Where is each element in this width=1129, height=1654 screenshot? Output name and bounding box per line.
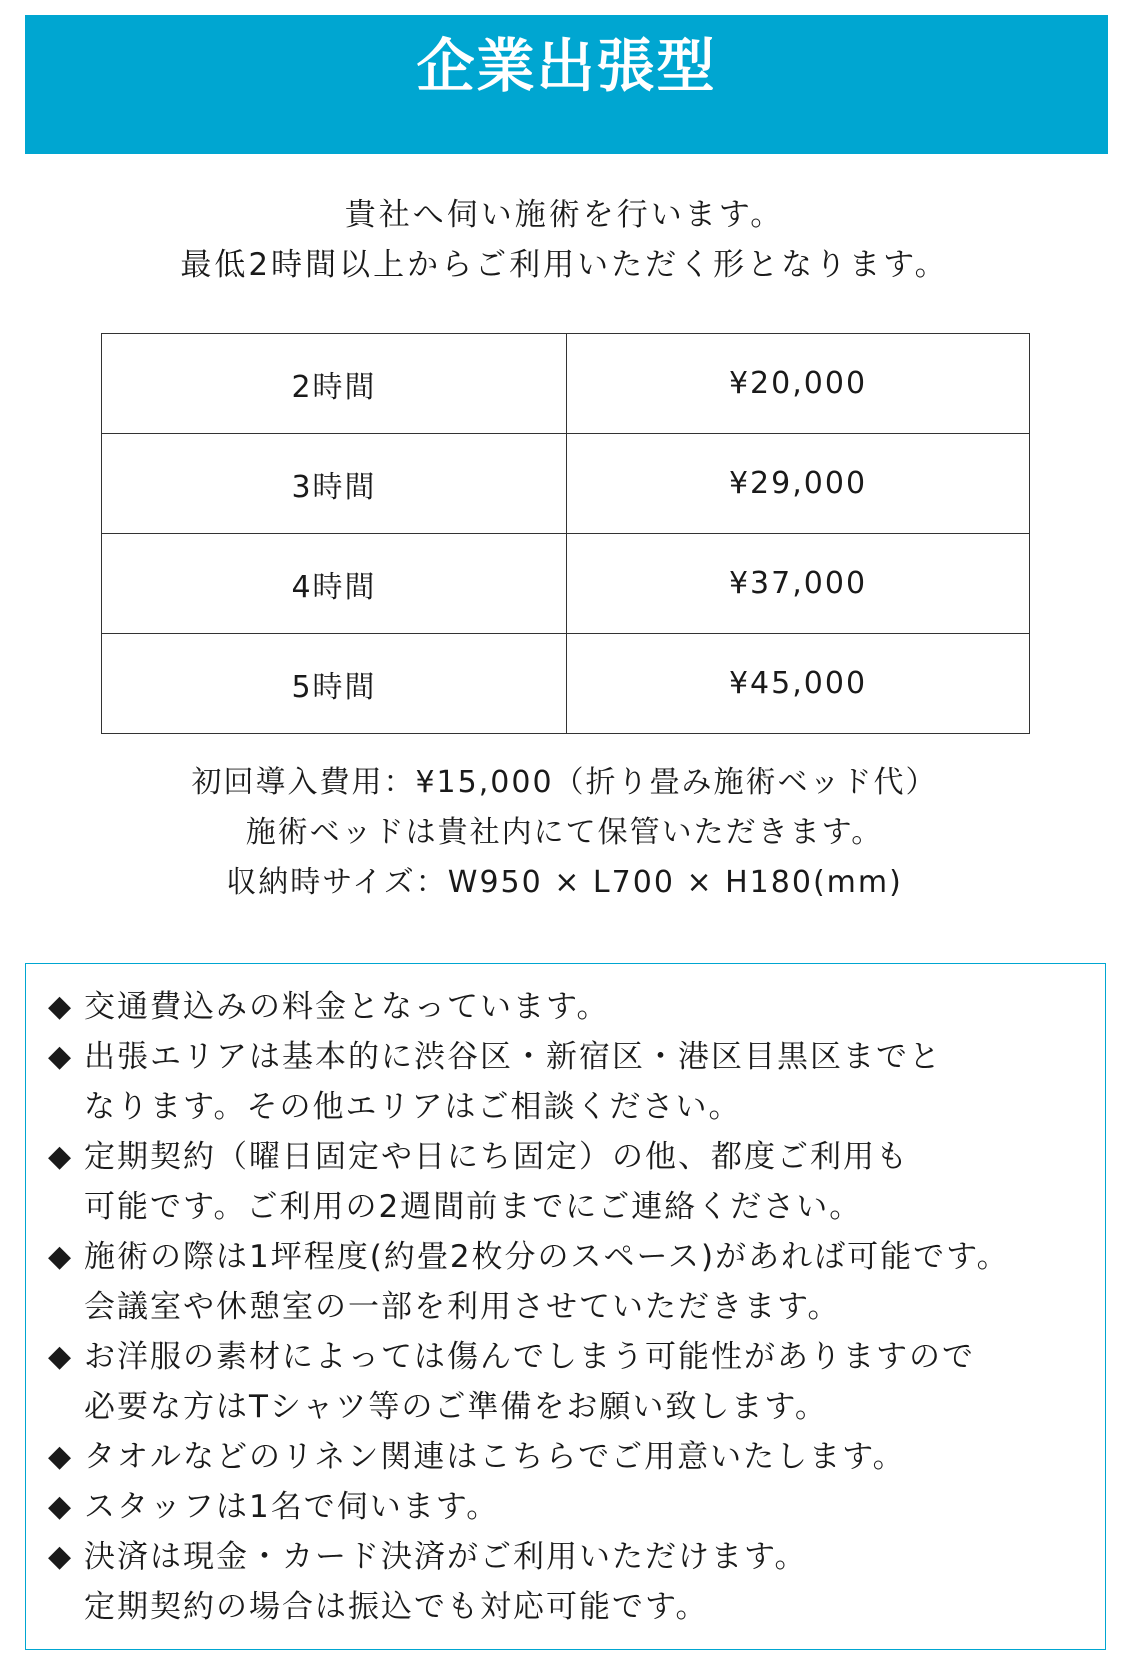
diamond-bullet-icon: ◆ — [48, 1339, 74, 1374]
list-item — [48, 1332, 1010, 1432]
list-item-line: 交通費込みの料金となっています。 — [84, 989, 610, 1025]
list-item-line: タオルなどのリネン関連はこちらでご用意いたします。 — [84, 1439, 906, 1475]
diamond-bullet-icon: ◆ — [48, 989, 74, 1024]
diamond-bullet-icon: ◆ — [48, 1489, 74, 1524]
list-item-line: 必要な方はTシャツ等のご準備をお願い致します。 — [84, 1389, 828, 1425]
duration-cell: 4時間 — [102, 534, 567, 634]
list-item-text — [84, 982, 610, 1032]
notes-line: 初回導入費用：¥15,000（折り畳み施術ベッド代） — [191, 765, 938, 800]
list-item — [48, 1032, 1010, 1132]
notes-line: 施術ベッドは貴社内にて保管いただきます。 — [245, 815, 884, 850]
table-row — [102, 434, 1030, 534]
list-item — [48, 1132, 1010, 1232]
list-item-line: 会議室や休憩室の一部を利用させていただきます。 — [84, 1289, 841, 1325]
list-item-line: 出張エリアは基本的に渋谷区・新宿区・港区目黒区までと — [84, 1039, 942, 1075]
list-item-line: 決済は現金・カード決済がご利用いただけます。 — [84, 1539, 808, 1575]
duration-cell: 3時間 — [102, 434, 567, 534]
list-item-line: 施術の際は1坪程度(約畳2枚分のスペース)があれば可能です。 — [84, 1239, 1010, 1275]
list-item-text — [84, 1432, 906, 1482]
notes-line: 収納時サイズ：W950 × L700 × H180(mm) — [226, 865, 903, 900]
list-item — [48, 1232, 1010, 1332]
setup-notes — [0, 758, 1129, 908]
price-cell: ¥45,000 — [567, 634, 1030, 734]
header-banner — [25, 15, 1108, 154]
diamond-bullet-icon: ◆ — [48, 1539, 74, 1574]
price-cell: ¥37,000 — [567, 534, 1030, 634]
list-item-text — [84, 1332, 975, 1432]
diamond-bullet-icon: ◆ — [48, 1239, 74, 1274]
page-title: 企業出張型 — [416, 32, 717, 101]
list-item-text — [84, 1232, 1010, 1332]
list-item-text — [84, 1532, 808, 1632]
info-list — [48, 982, 1010, 1632]
diamond-bullet-icon: ◆ — [48, 1039, 74, 1074]
intro-text — [0, 190, 1129, 290]
list-item-line: 可能です。ご利用の2週間前までにご連絡ください。 — [84, 1189, 863, 1225]
list-item — [48, 982, 1010, 1032]
list-item-line: お洋服の素材によっては傷んでしまう可能性がありますので — [84, 1339, 975, 1375]
diamond-bullet-icon: ◆ — [48, 1139, 74, 1174]
list-item-line: なります。その他エリアはご相談ください。 — [84, 1089, 742, 1125]
list-item-text — [84, 1132, 909, 1232]
intro-line: 最低2時間以上からご利用いただく形となります。 — [180, 247, 949, 283]
list-item-line: スタッフは1名で伺います。 — [84, 1489, 500, 1525]
list-item-text — [84, 1482, 499, 1532]
table-row — [102, 634, 1030, 734]
list-item-line: 定期契約の場合は振込でも対応可能です。 — [84, 1589, 709, 1625]
intro-line: 貴社へ伺い施術を行います。 — [344, 197, 785, 233]
price-cell: ¥20,000 — [567, 334, 1030, 434]
list-item-line: 定期契約（曜日固定や日にち固定）の他、都度ご利用も — [84, 1139, 909, 1175]
list-item — [48, 1482, 1010, 1532]
price-table — [101, 333, 1030, 734]
duration-cell: 5時間 — [102, 634, 567, 734]
list-item — [48, 1432, 1010, 1482]
table-row — [102, 334, 1030, 434]
diamond-bullet-icon: ◆ — [48, 1439, 74, 1474]
list-item-text — [84, 1032, 942, 1132]
table-row — [102, 534, 1030, 634]
list-item — [48, 1532, 1010, 1632]
price-cell: ¥29,000 — [567, 434, 1030, 534]
duration-cell: 2時間 — [102, 334, 567, 434]
info-box — [25, 963, 1106, 1650]
